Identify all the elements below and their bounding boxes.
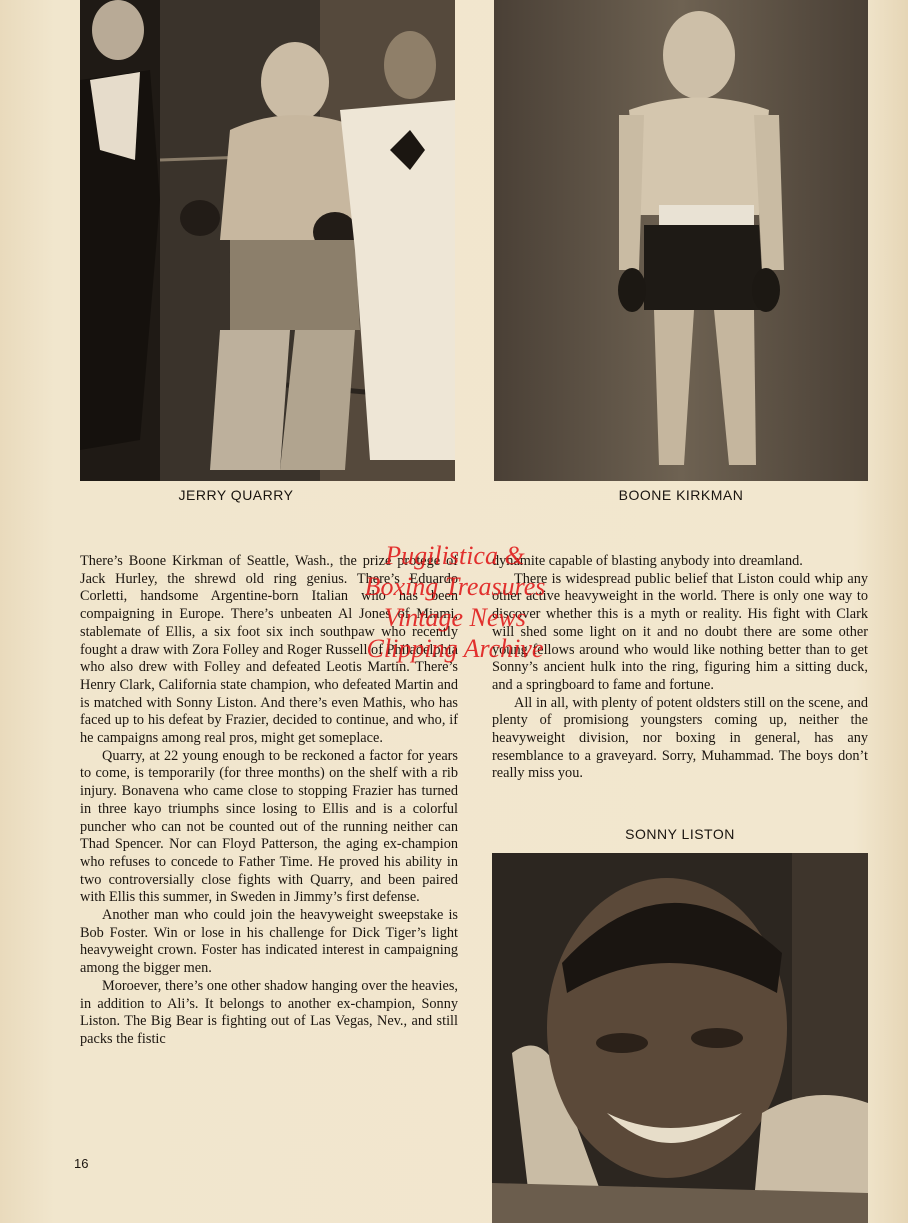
jerry-quarry-caption: JERRY QUARRY (178, 487, 294, 503)
watermark-line-3: Vintage News (384, 603, 526, 632)
boone-kirkman-photo (494, 0, 868, 481)
left-paragraph-1: There’s Boone Kirkman of Seattle, Wash., the prize protege of Jack Hurley, the shrewd old ring genius. There’s Eduardo Corletti, handsome Argentine-born Italian who has been compaigning in Europe. There’s unbeaten Al Jones of Miami, stablemate of Ellis, a six foot six inch southpaw who recently fought a draw with Zora Folley and Roger Russell of Philadelphia who also drew with Folley and defeated Leotis Martin. There’s Henry Clark, California state champion, who defeated Martin and is matched with Sonny Liston. And there’s even Mathis, who has faced up to his defeat by Frazier, decided to continue, and who, if he campaigns among real pros, might get someplace. (80, 553, 459, 747)
left-article-column (80, 553, 458, 1049)
left-paragraph-2: Quarry, at 22 young enough to be reckoned a factor for years to come, is temporarily (for three months) on the shelf with a rib injury. Bonavena who came close to stopping Frazier has turned in three kayo triumphs since losing to Ellis and is a colorful puncher who can not be counted out of the running neither can Thad Spencer. Nor can Floyd Patterson, the aging ex-champion who refuses to concede to Father Time. He proved his ability in two controversially close fights with Quarry, and been paired with Ellis this summer, in Sweden in Jimmy’s first defense. (80, 747, 458, 906)
sonny-liston-photo (492, 853, 868, 1223)
right-paragraph-2: There is widespread public belief that Liston could whip any other active heavyweight in the world. There is only one way to discover whether this is a myth or reality. His fight with Clark will shed some light on it and no doubt there are some other young fellows around who would like nothing better than to get Sonny’s ancient hulk into the ring, figuring him a sitting duck, and a springboard to fame and fortune. (492, 570, 868, 693)
left-paragraph-3: Another man who could join the heavyweight sweepstake is Bob Foster. Win or lose in his challenge for Dick Tiger’s light heavyweight crown. Foster has indicated interest in campaigning among the bigger men. (80, 907, 458, 977)
right-paragraph-1: dynamite capable of blasting anybody into dreamland. (492, 553, 803, 569)
watermark-line-1: Pugilistica & (385, 541, 525, 570)
watermark-line-2: Boxing Treasures (364, 572, 546, 601)
right-article-column (492, 553, 868, 783)
page-number: 16 (74, 1156, 89, 1171)
watermark-line-4: Clipping Archive (366, 634, 544, 663)
right-paragraph-3: All in all, with plenty of potent oldsters still on the scene, and plenty of promisiong youngsters coming up, neither the heavyweight division, nor boxing in general, has any resemblance to a graveyard. Sorry, Muhammad. The boys don’t really miss you. (492, 694, 868, 782)
boone-kirkman-caption: BOONE KIRKMAN (618, 487, 744, 503)
jerry-quarry-photo (80, 0, 455, 481)
sonny-liston-caption: SONNY LISTON (625, 826, 735, 842)
left-paragraph-4: Moroever, there’s one other shadow hanging over the heavies, in addition to Ali’s. It belongs to another ex-champion, Sonny Liston. The Big Bear is fighting out of Las Vegas, Nev., and still packs the fistic (80, 977, 458, 1047)
